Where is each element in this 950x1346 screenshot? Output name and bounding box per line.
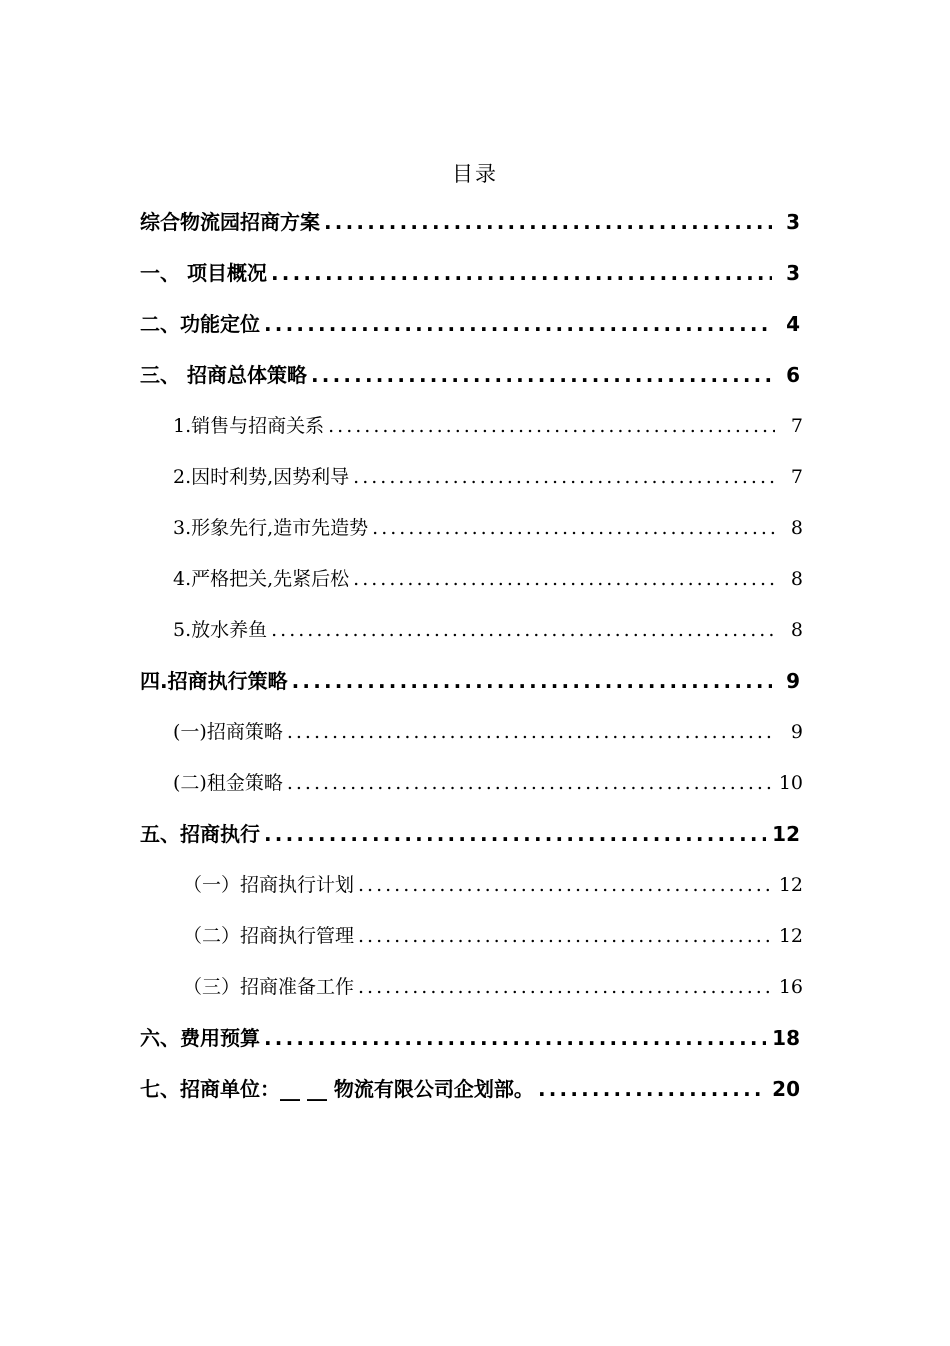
dot-leader xyxy=(358,868,773,902)
toc-entry-page: 4 xyxy=(786,312,800,336)
toc-entry[interactable] xyxy=(140,664,800,698)
toc-entry[interactable] xyxy=(173,613,803,647)
toc-entry-label: 三、 招商总体策略 xyxy=(140,363,307,387)
toc-entry-page: 8 xyxy=(790,568,803,590)
dot-leader xyxy=(287,715,775,749)
toc-entry-page: 6 xyxy=(786,363,800,387)
toc-entry[interactable] xyxy=(140,205,800,239)
toc-entry-label: 3.形象先行,造市先造势 xyxy=(173,517,369,539)
dot-leader xyxy=(358,919,773,953)
dot-leader xyxy=(264,1021,766,1055)
toc-entry-label: 5.放水养鱼 xyxy=(173,619,268,641)
toc-entry-label: （三）招商准备工作 xyxy=(183,976,355,998)
toc-entry[interactable] xyxy=(173,766,803,800)
toc-entry[interactable] xyxy=(173,511,803,545)
toc-entry-label: 2.因时利势,因势利导 xyxy=(173,466,350,488)
toc-entry[interactable] xyxy=(183,970,803,1004)
dot-leader xyxy=(358,970,773,1004)
toc-entry[interactable] xyxy=(140,817,800,851)
toc-title: 目录 xyxy=(452,162,498,186)
dot-leader xyxy=(353,460,775,494)
toc-entry-page: 12 xyxy=(778,874,803,896)
toc-entry-label: 一、 项目概况 xyxy=(140,261,267,285)
toc-entry-label: (二)租金策略 xyxy=(173,772,283,794)
dot-leader xyxy=(271,613,775,647)
toc-entry-label: (一)招商策略 xyxy=(173,721,283,743)
toc-entry-page: 12 xyxy=(772,822,800,846)
toc-entry-page: 7 xyxy=(790,415,803,437)
dot-leader xyxy=(353,562,775,596)
toc-entry[interactable] xyxy=(183,868,803,902)
toc-entry-page: 3 xyxy=(786,210,800,234)
toc-entry-page: 8 xyxy=(790,517,803,539)
toc-entry-label: 六、费用预算 xyxy=(140,1026,260,1050)
toc-entry[interactable] xyxy=(140,256,800,290)
toc-entry[interactable] xyxy=(173,409,803,443)
toc-entry-page: 9 xyxy=(786,669,800,693)
toc-entry-page: 7 xyxy=(790,466,803,488)
toc-entry[interactable] xyxy=(140,358,800,392)
toc-entry-label: 二、功能定位 xyxy=(140,312,260,336)
toc-entry[interactable] xyxy=(173,562,803,596)
dot-leader xyxy=(292,664,772,698)
toc-entry-page: 20 xyxy=(772,1077,800,1101)
toc-entry-page: 12 xyxy=(778,925,803,947)
toc-entry-label: 五、招商执行 xyxy=(140,822,260,846)
dot-leader xyxy=(372,511,775,545)
dot-leader xyxy=(324,205,772,239)
dot-leader xyxy=(271,256,772,290)
dot-leader xyxy=(287,766,773,800)
toc-entry-label: （一）招商执行计划 xyxy=(183,874,355,896)
toc-entry-label: 1.销售与招商关系 xyxy=(173,415,325,437)
toc-entry-page: 10 xyxy=(778,772,803,794)
toc-entry-label: 综合物流园招商方案 xyxy=(140,210,320,234)
toc-entry-page: 16 xyxy=(778,976,803,998)
dot-leader xyxy=(264,307,772,341)
toc-entry-label: （二）招商执行管理 xyxy=(183,925,355,947)
toc-entry-page: 8 xyxy=(790,619,803,641)
toc-entry[interactable] xyxy=(140,1072,800,1106)
toc-entry-page: 18 xyxy=(772,1026,800,1050)
toc-entry[interactable] xyxy=(140,307,800,341)
dot-leader xyxy=(328,409,775,443)
toc-entry[interactable] xyxy=(173,460,803,494)
toc-entry-label: 四.招商执行策略 xyxy=(140,669,288,693)
toc-entry-page: 9 xyxy=(790,721,803,743)
dot-leader xyxy=(311,358,772,392)
toc-entry[interactable] xyxy=(173,715,803,749)
toc-entry[interactable] xyxy=(140,1021,800,1055)
toc-entry-label: 4.严格把关,先紧后松 xyxy=(173,568,350,590)
dot-leader xyxy=(264,817,766,851)
toc-entry-label: 七、招商单位：__ __ 物流有限公司企划部。 xyxy=(140,1077,534,1101)
toc-entry[interactable] xyxy=(183,919,803,953)
toc-entry-page: 3 xyxy=(786,261,800,285)
dot-leader xyxy=(538,1072,766,1106)
